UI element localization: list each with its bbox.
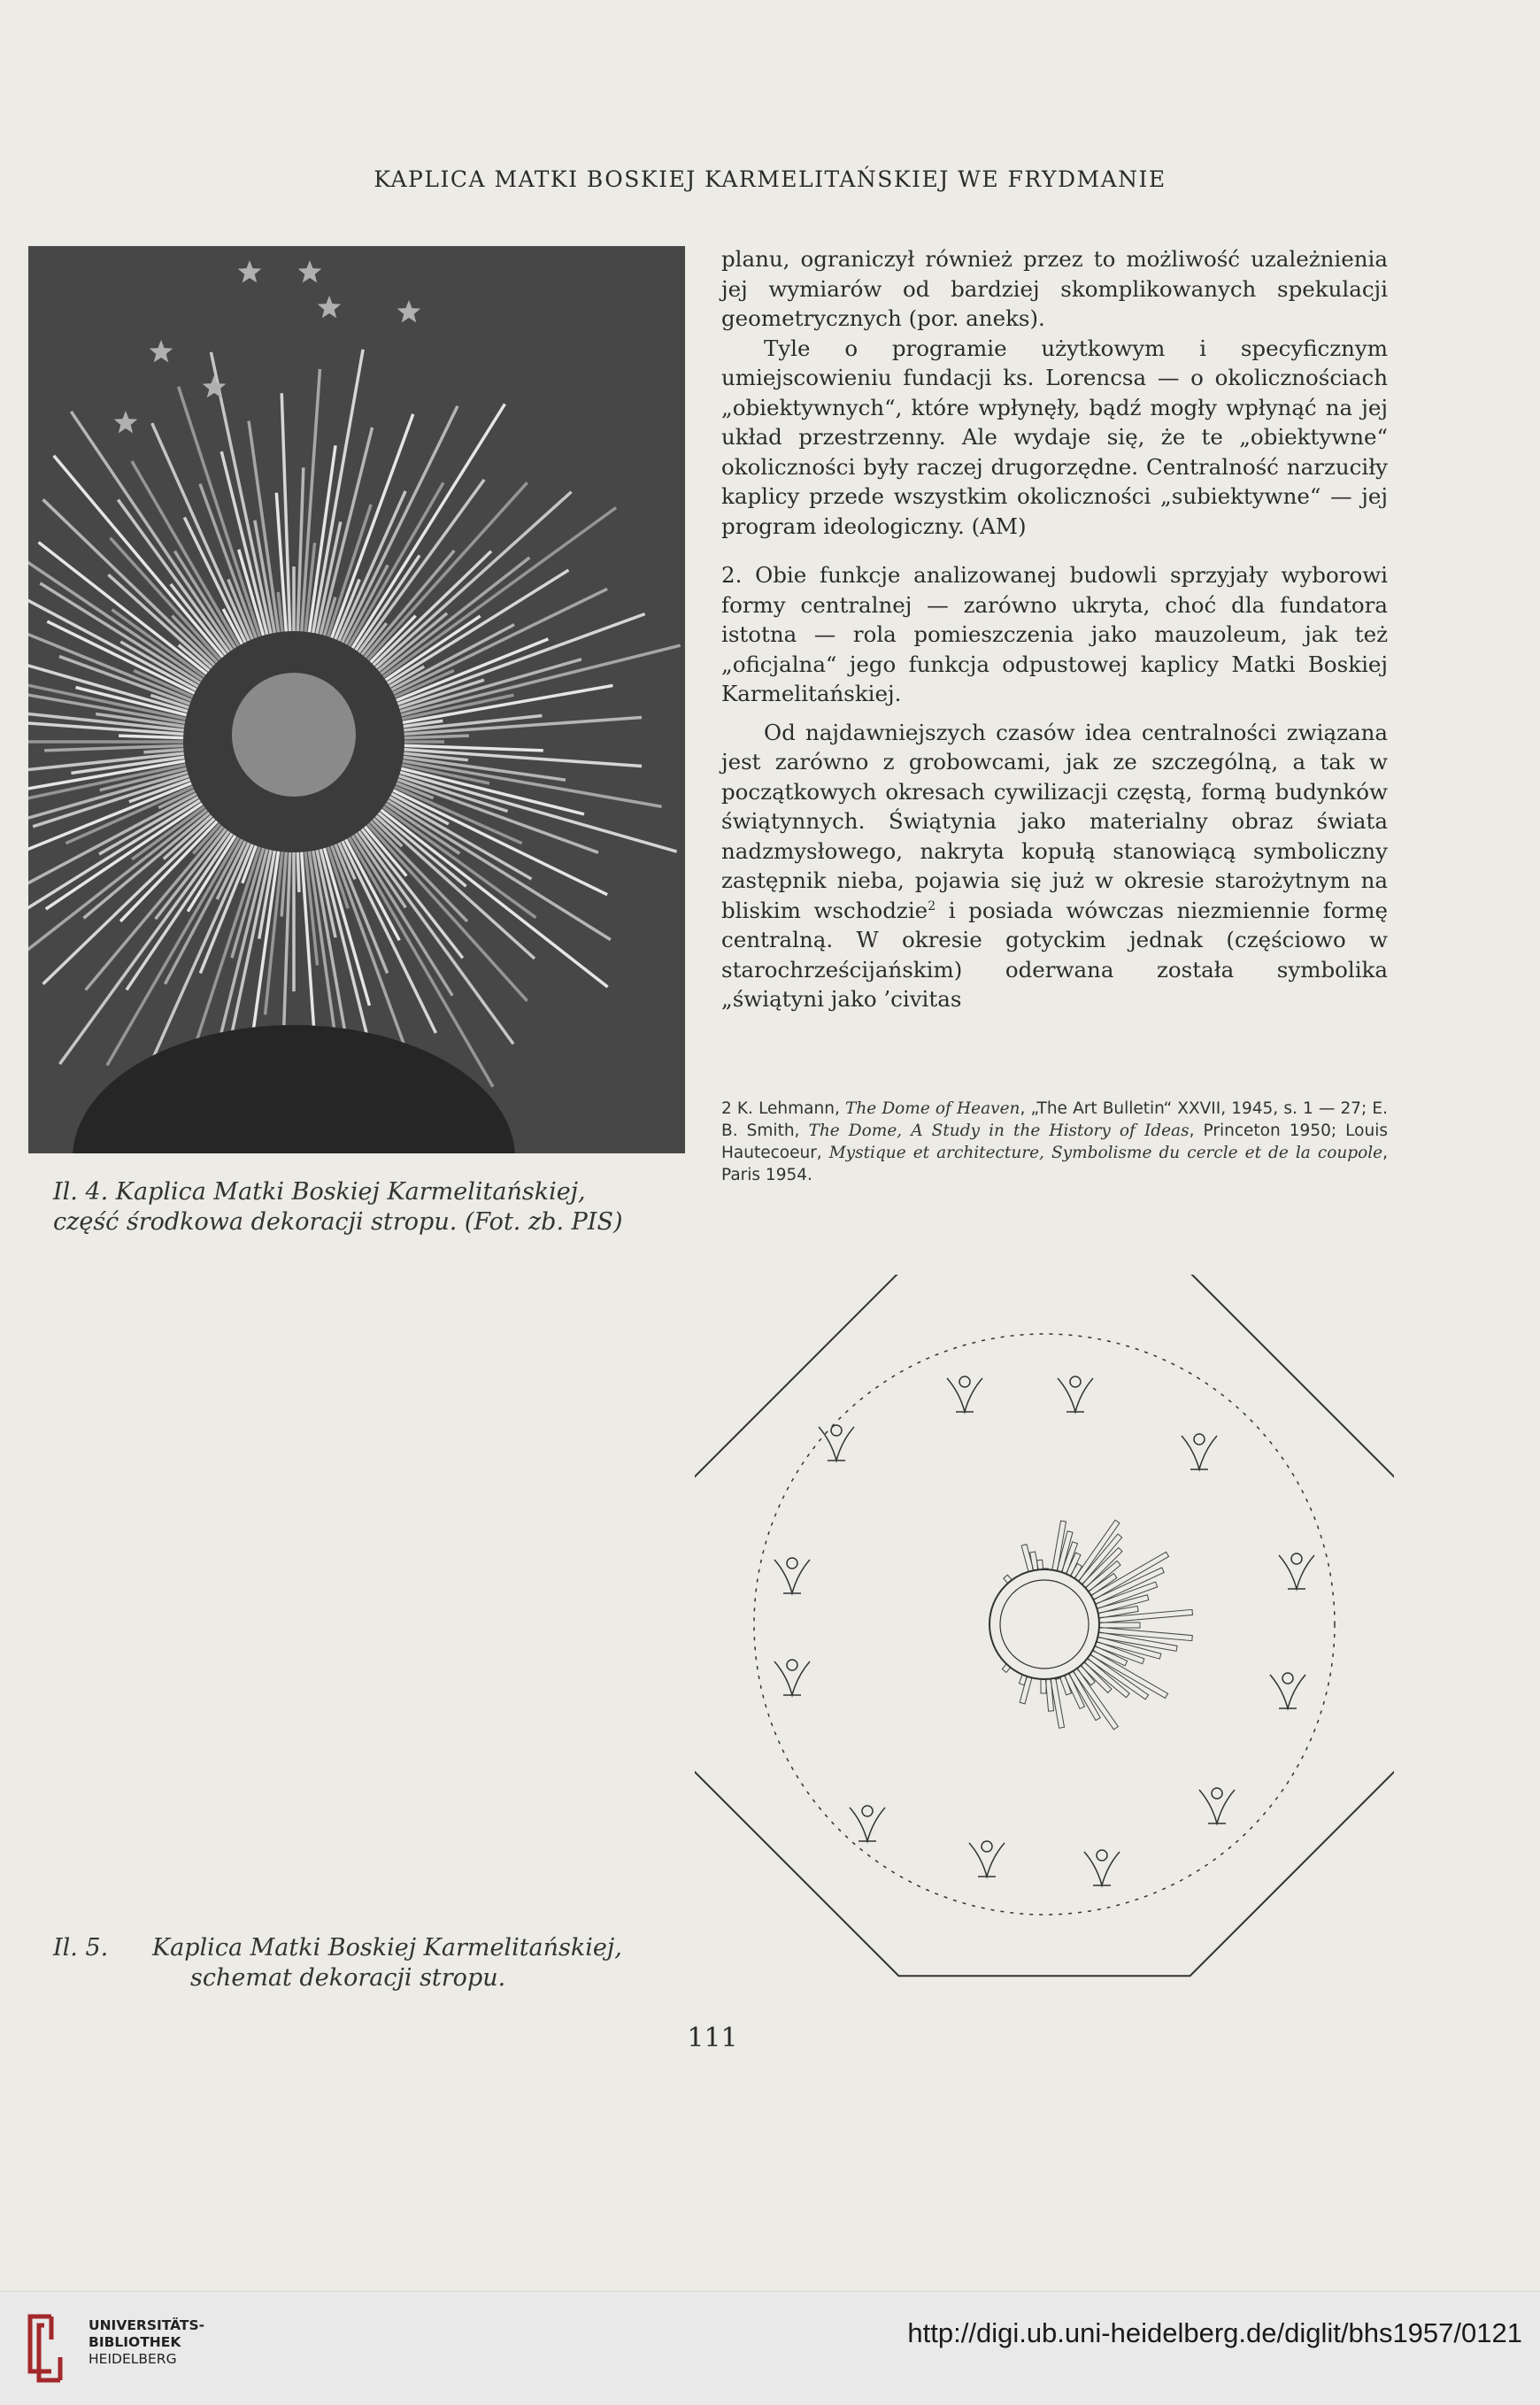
body-column — [721, 244, 1388, 1014]
footnote-number: 2 — [721, 1099, 732, 1118]
figure-5-label: Il. 5. — [53, 1934, 109, 1962]
source-url-link[interactable]: http://digi.ub.uni-heidelberg.de/diglit/bhs1957/0121 — [907, 2317, 1522, 2348]
library-logo-icon[interactable] — [25, 2313, 83, 2386]
running-head: KAPLICA MATKI BOSKIEJ KARMELITAŃSKIEJ WE FRYDMANIE — [373, 166, 1167, 192]
footnote-text-1: K. Lehmann, — [731, 1099, 845, 1118]
footnote-text-4: , Paris 1954. — [721, 1144, 1388, 1184]
figure-4-caption — [53, 1177, 673, 1237]
footnote-title-3: Mystique et architecture, Symbolisme du cercle et de la coupole — [828, 1144, 1383, 1162]
paragraph-3: 2. Obie funkcje analizowanej budowli sprzyjały wyborowi formy centralnej — zarówno ukryta, choć dla fundatora istotna — rola pomieszczenia jako mauzoleum, jak też „oficjalna“ jego funkcja odpustowej kaplicy Matki Boskiej Karmelitańskiej. — [721, 562, 1388, 706]
footnote-text-2: , „The Art Bulletin“ XXVII, 1945, s. 1 — 27; E. B. Smith, — [721, 1099, 1388, 1140]
figure-5-caption-line1: Kaplica Matki Boskiej Karmelitańskiej, — [152, 1934, 622, 1962]
ceiling-photo — [28, 246, 685, 1153]
library-name — [89, 2317, 204, 2368]
footnote-title-2: The Dome, A Study in the History of Ideas — [808, 1122, 1190, 1140]
footnote-title-1: The Dome of Heaven — [844, 1099, 1020, 1118]
figure-5-caption — [53, 1933, 673, 1993]
paragraph-1: planu, ograniczył również przez to możliwość uzależnienia jej wymiarów od bardziej skomplikowanych spekulacji geometrycznych (por. aneks). — [721, 246, 1388, 331]
paragraph-4-part-b: i posiada wówczas niezmiennie formę centralną. W okresie gotyckim jednak (częściowo w starochrześcijańskim) oderwana została symbolika „świątyni jako ’civitas — [721, 897, 1388, 1012]
figure-5-caption-line2: schemat dekoracji stropu. — [190, 1964, 506, 1992]
paragraph-4 — [721, 718, 1388, 1014]
footnote-text-3: , Princeton 1950; Louis Hautecoeur, — [721, 1122, 1388, 1162]
library-name-line1: UNIVERSITÄTS- — [89, 2317, 205, 2333]
ceiling-scheme-drawing — [695, 1275, 1394, 1983]
figure-4-caption-line1: Il. 4. Kaplica Matki Boskiej Karmelitańskiej, — [53, 1178, 586, 1206]
library-name-line3: HEIDELBERG — [89, 2351, 177, 2367]
library-name-line2: BIBLIOTHEK — [89, 2334, 181, 2350]
figure-4-caption-line2: część środkowa dekoracji stropu. (Fot. zb. PIS) — [53, 1208, 623, 1236]
page-number: 111 — [687, 2023, 738, 2054]
paragraph-4-part-a: Od najdawniejszych czasów idea centralności związana jest zarówno z grobowcami, jak ze szczególną, a tak w początkowych okresach cywilizacji częstą, formą budynków świątynnych. Świątynia jako materialny obraz świata nadzmysłowego, nakryta kopułą stanowiącą symboliczny zastępnik nieba, pojawia się już w okresie starożytnym na bliskim wschodzie — [721, 719, 1388, 923]
footnote-ref-2[interactable]: 2 — [928, 898, 936, 913]
footnote-2 — [721, 1098, 1388, 1186]
paragraph-2: Tyle o programie użytkowym i specyficznym umiejscowieniu fundacji ks. Lorencsa — o okolicznościach „obiektywnych“, które wpłynęły, bądź mogły wpłynąć na jej układ przestrzenny. Ale wydaje się, że te „obiektywne“ okoliczności były raczej drugorzędne. Centralność narzuciły kaplicy przede wszystkim okoliczności „subiektywne“ — jej program ideologiczny. (AM) — [721, 335, 1388, 539]
